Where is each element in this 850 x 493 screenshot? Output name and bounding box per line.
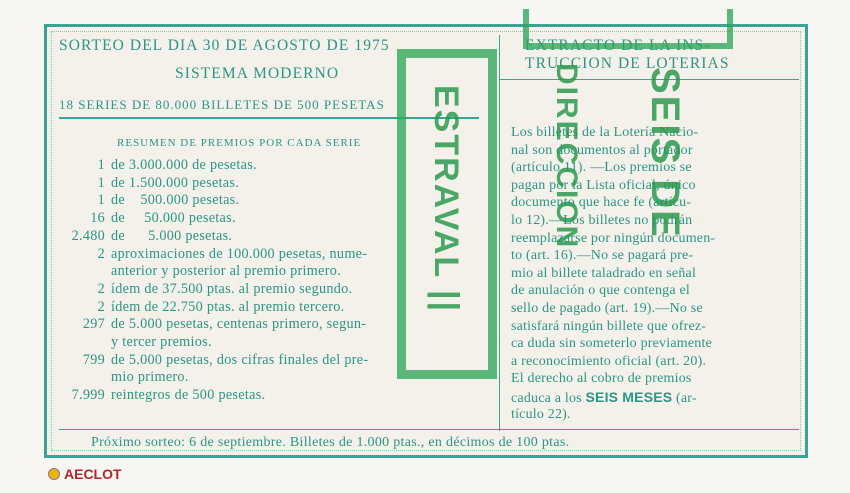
logo-text: AECLOT xyxy=(64,466,122,482)
instruction-line: documento que hace fe (artícu- xyxy=(511,195,692,211)
prize-description: de 1.500.000 pesetas. xyxy=(111,174,240,191)
instructions-last-line xyxy=(511,389,697,407)
prize-description: de 5.000 pesetas. xyxy=(111,227,233,244)
instruction-line: sello de pagado (art. 19).—No se xyxy=(511,301,703,316)
instruction-line: (artículo 11). —Los premios se xyxy=(511,160,692,176)
prize-description: y tercer premios. xyxy=(111,334,212,350)
prize-quantity: 2 xyxy=(97,298,105,315)
logo-mark-icon xyxy=(48,468,60,480)
prize-description: ídem de 22.750 ptas. al premio tercero. xyxy=(111,298,345,315)
prize-quantity: 1 xyxy=(97,157,105,173)
prize-description: aproximaciones de 100.000 pesetas, nume- xyxy=(111,245,368,262)
series-line: 18 SERIES DE 80.000 BILLETES DE 500 PESETAS xyxy=(59,97,385,112)
prize-description: de 500.000 pesetas. xyxy=(111,192,240,209)
prize-description: de 50.000 pesetas. xyxy=(111,210,236,227)
instruction-line: de anulación o que contenga el xyxy=(511,283,690,299)
next-draw-note: Próximo sorteo: 6 de septiembre. Billetes de 1.000 ptas., en décimos de 100 ptas. xyxy=(91,435,570,450)
prize-quantity: 2.480 xyxy=(71,227,105,244)
prize-quantity: 2 xyxy=(97,245,105,262)
prize-description: ídem de 37.500 ptas. al premio segundo. xyxy=(111,280,353,297)
instruction-line: Los billetes de la Lotería Nacio- xyxy=(511,125,699,140)
column-divider xyxy=(499,35,500,431)
caducity-prefix: caduca a los xyxy=(511,391,582,406)
prize-description: de 5.000 pesetas, dos cifras finales del pre- xyxy=(111,351,369,368)
prize-quantity: 297 xyxy=(82,316,105,333)
instruction-line: pagan por la Lista oficial, único xyxy=(511,177,696,193)
prize-quantity: 1 xyxy=(97,192,105,209)
system-title: SISTEMA MODERNO xyxy=(175,65,340,82)
prize-quantity: 799 xyxy=(82,351,105,368)
right-stamp-text-a: DIRECCION xyxy=(550,63,583,250)
footer-divider xyxy=(59,429,799,430)
prizes-heading: RESUMEN DE PREMIOS POR CADA SERIE xyxy=(117,137,362,149)
instruction-line: satisfará ningún billete que ofrez- xyxy=(511,318,707,334)
instruction-line: nal son documentos al portador xyxy=(511,142,693,158)
prize-description: de 3.000.000 de pesetas. xyxy=(111,157,257,173)
prize-description: mio primero. xyxy=(111,369,189,386)
prize-quantity: 16 xyxy=(90,210,105,227)
left-stamp-text: ESTRAVAL || xyxy=(427,85,465,314)
extract-title-line1: EXTRACTO DE LA INS- xyxy=(525,37,711,54)
draw-title: SORTEO DEL DIA 30 DE AGOSTO DE 1975 xyxy=(59,37,390,54)
instruction-line: lo 12).—Los billetes no podrán xyxy=(511,213,693,228)
instruction-line: El derecho al cobro de premios xyxy=(511,371,692,387)
instruction-line: mio al billete taladrado en señal xyxy=(511,265,697,281)
instruction-line: ca duda sin someterlo previamente xyxy=(511,336,712,352)
instruction-line: to (art. 16).—No se pagará pre- xyxy=(511,248,694,264)
caducity-suffix: (ar- xyxy=(676,391,697,406)
prize-quantity: 2 xyxy=(97,280,105,297)
instructions-final-line: tículo 22). xyxy=(511,407,571,422)
prize-quantity: 1 xyxy=(97,174,105,191)
instruction-line: a reconocimiento oficial (art. 20). xyxy=(511,353,707,369)
instruction-line: reemplazarse por ningún documen- xyxy=(511,230,716,246)
lottery-ticket-back xyxy=(44,24,808,458)
aeclot-logo xyxy=(48,466,122,482)
prize-description: anterior y posterior al premio primero. xyxy=(111,263,341,280)
extract-title-line2: TRUCCION DE LOTERIAS xyxy=(525,55,730,72)
prize-description: de 5.000 pesetas, centenas primero, segun- xyxy=(111,316,367,333)
prize-quantity: 7.999 xyxy=(71,387,105,404)
caducity-bold: SEIS MESES xyxy=(585,389,673,405)
right-stamp-text-b: SEIS DE xyxy=(643,67,687,239)
top-stamp-mark xyxy=(523,9,733,49)
prize-description: reintegros de 500 pesetas. xyxy=(111,387,266,404)
